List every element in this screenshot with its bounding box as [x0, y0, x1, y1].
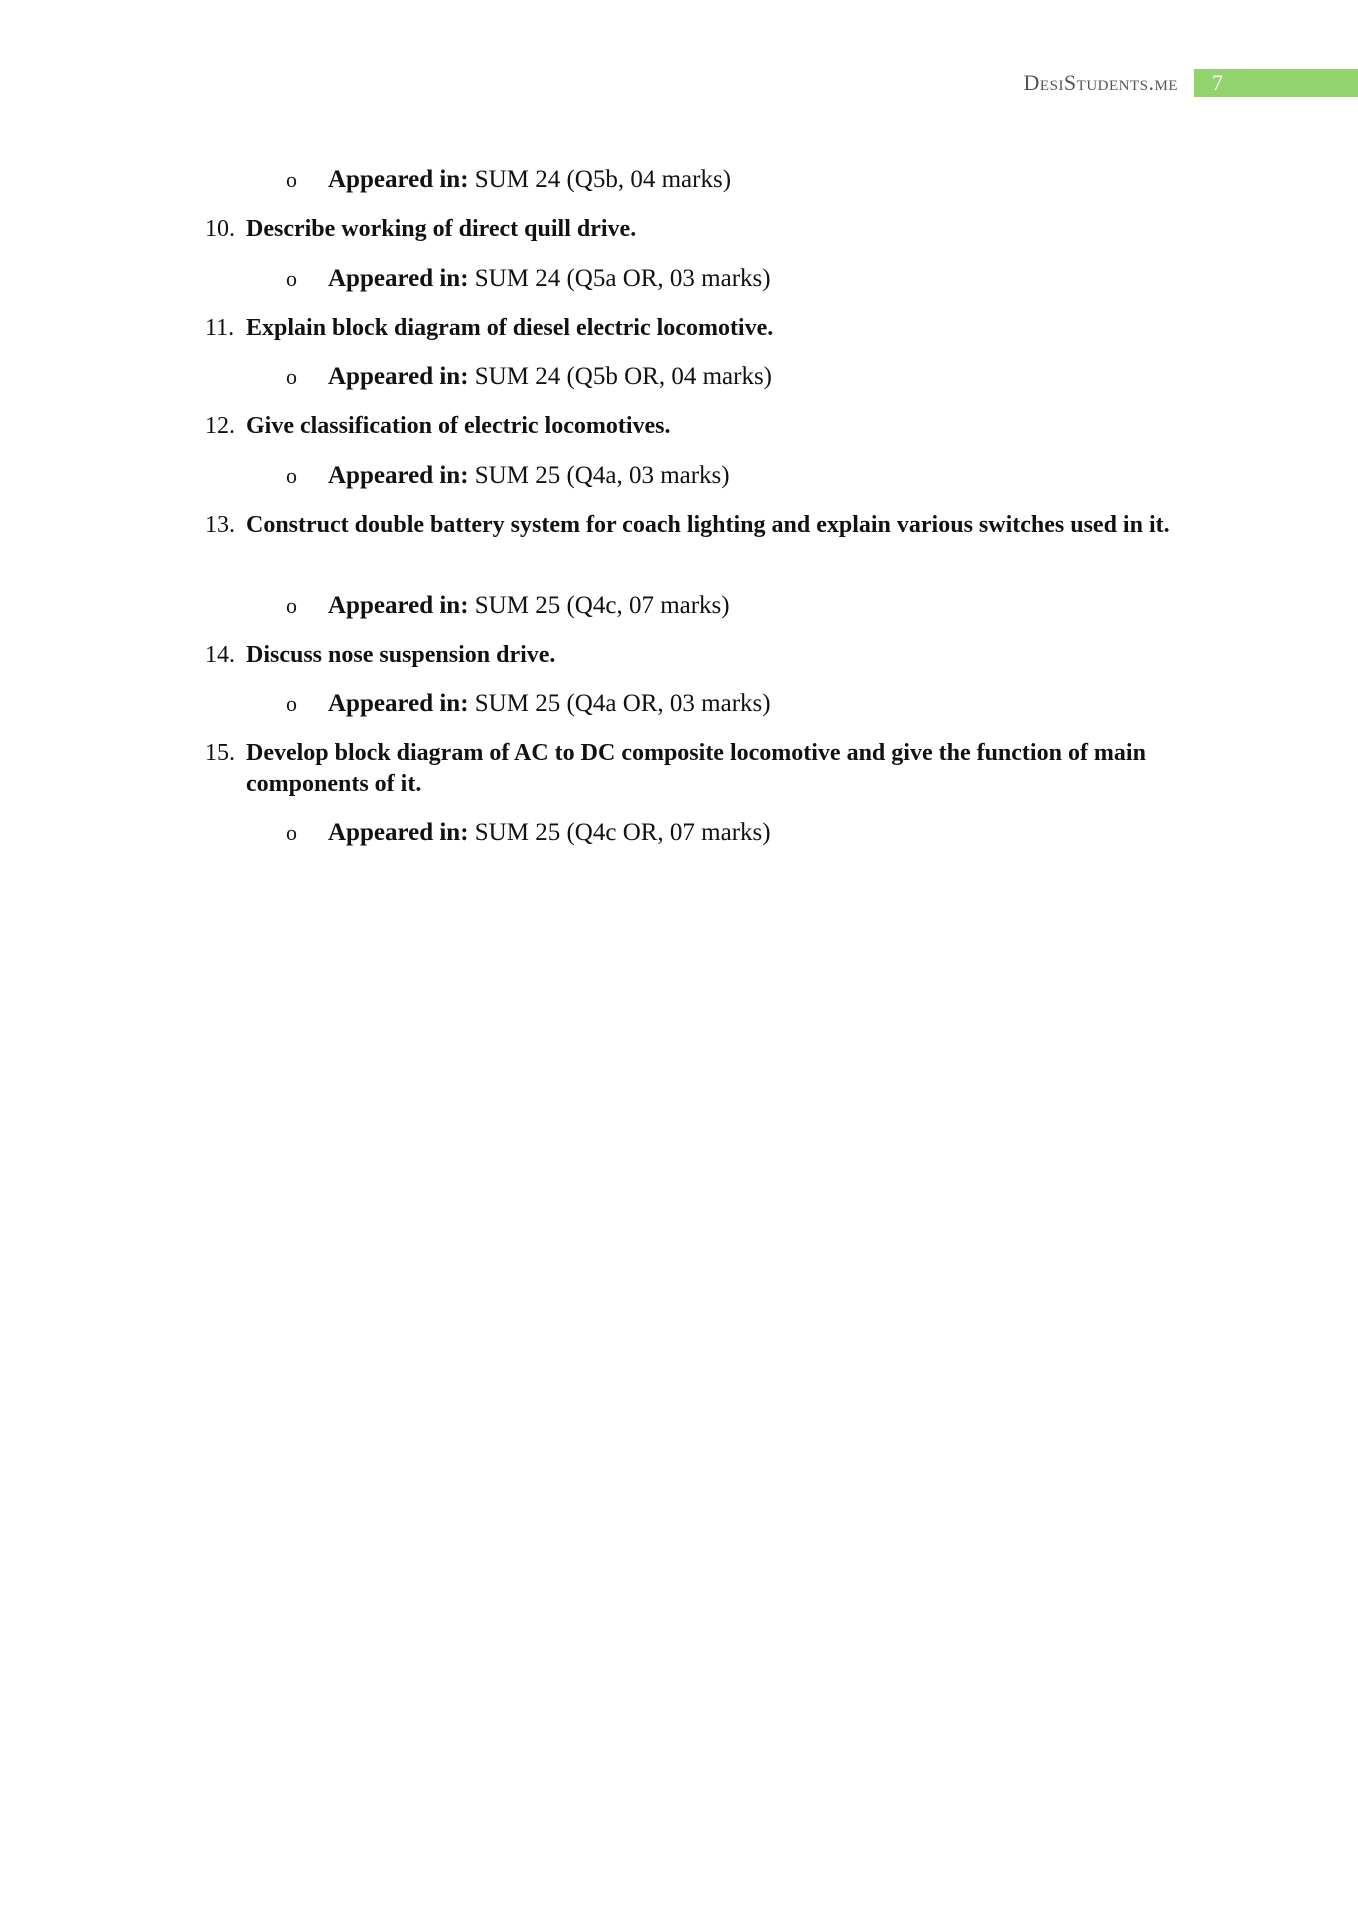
bullet-icon: o — [286, 593, 297, 618]
appeared-label: Appeared in: — [328, 166, 469, 193]
appeared-value: SUM 25 (Q4a, 03 marks) — [474, 462, 730, 489]
page-header — [1024, 69, 1358, 97]
appeared-value: SUM 25 (Q4c OR, 07 marks) — [474, 819, 771, 846]
bullet-icon: o — [286, 364, 297, 389]
question-text: Discuss nose suspension drive. — [246, 642, 556, 668]
question-number: 13. — [205, 512, 235, 538]
appeared-value: SUM 24 (Q5a OR, 03 marks) — [474, 265, 771, 292]
question-text: Describe working of direct quill drive. — [246, 216, 637, 242]
appeared-label: Appeared in: — [328, 592, 469, 619]
question-text: Give classification of electric locomotives. — [246, 413, 671, 439]
appeared-label: Appeared in: — [328, 462, 469, 489]
appeared-value: SUM 24 (Q5b, 04 marks) — [474, 166, 732, 193]
appeared-value: SUM 25 (Q4a OR, 03 marks) — [474, 690, 771, 717]
site-name: DesiStudents.me — [1023, 70, 1178, 95]
appeared-label: Appeared in: — [328, 363, 469, 390]
page-number: 7 — [1194, 69, 1358, 97]
question-text: Explain block diagram of diesel electric locomotive. — [246, 315, 774, 341]
bullet-icon: o — [286, 691, 297, 716]
bullet-icon: o — [286, 820, 297, 845]
appeared-value: SUM 25 (Q4c, 07 marks) — [474, 592, 730, 619]
question-number: 11. — [205, 315, 235, 341]
appeared-label: Appeared in: — [328, 819, 469, 846]
appeared-value: SUM 24 (Q5b OR, 04 marks) — [474, 363, 772, 390]
appeared-label: Appeared in: — [328, 265, 469, 292]
question-text: Construct double battery system for coach lighting and explain various switches used in it. — [246, 512, 1170, 538]
bullet-icon: o — [286, 266, 297, 291]
bullet-icon: o — [286, 463, 297, 488]
question-number: 14. — [205, 642, 235, 668]
bullet-icon: o — [286, 167, 297, 192]
question-number: 12. — [205, 413, 235, 439]
appeared-label: Appeared in: — [328, 690, 469, 717]
question-number: 15. — [205, 740, 235, 766]
question-text: Develop block diagram of AC to DC composite locomotive and give the function of main components of it. — [246, 740, 1146, 797]
question-number: 10. — [205, 216, 235, 242]
